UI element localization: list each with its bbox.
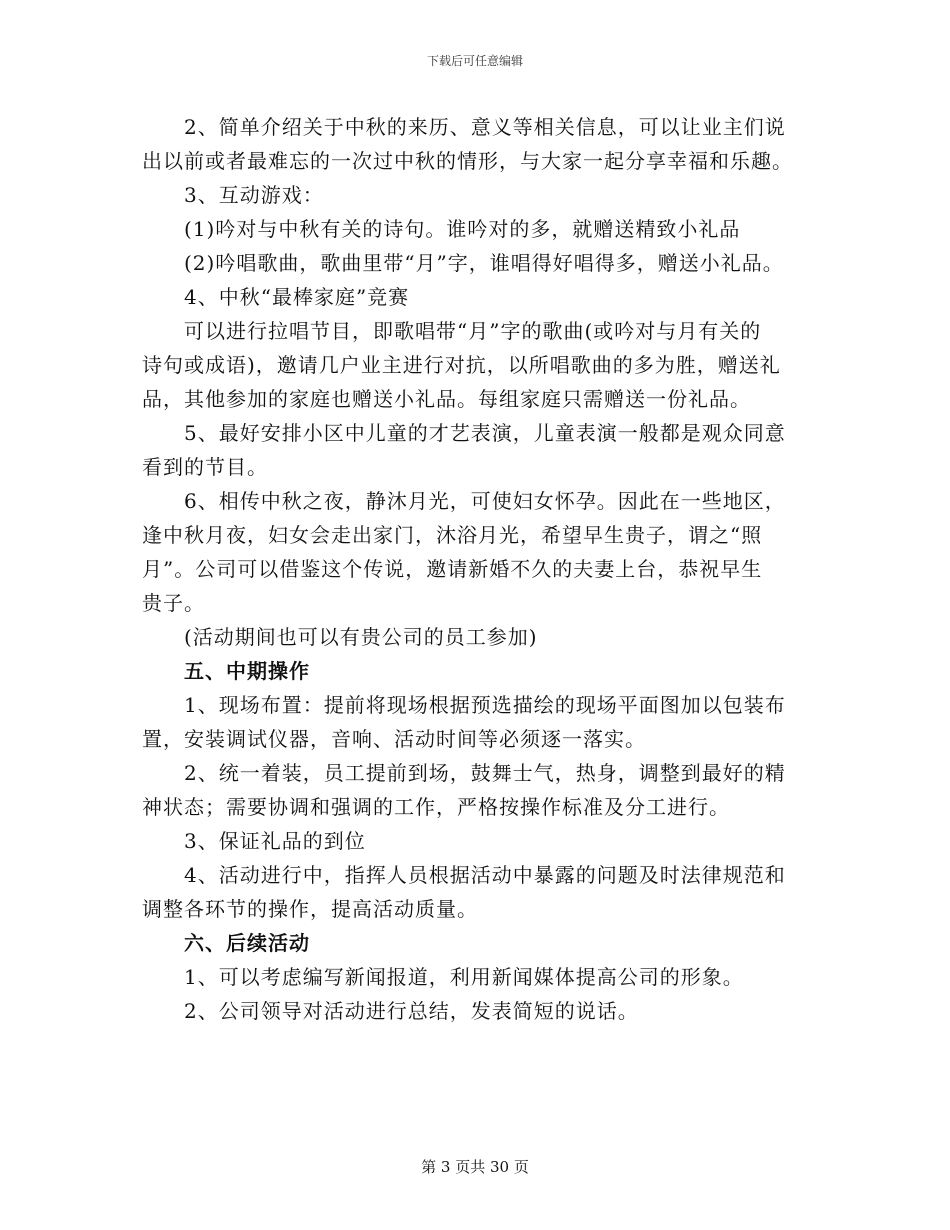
page-header: 下载后可任意编辑: [426, 54, 523, 68]
text-line: 4、中秋“最棒家庭”竞赛: [184, 285, 410, 309]
text-line: 神状态；需要协调和强调的工作，严格按操作标准及分工进行。: [142, 795, 730, 819]
text-line: 2、简单介绍关于中秋的来历、意义等相关信息，可以让业主们说: [184, 115, 786, 139]
document-body: [142, 110, 822, 1028]
text-line: 4、活动进行中，指挥人员根据活动中暴露的问题及时法律规范和: [184, 863, 786, 887]
page-footer: 第 3 页共 30 页: [421, 1158, 529, 1176]
text-line: 3、互动游戏：: [184, 183, 324, 207]
text-line: 5、最好安排小区中儿童的才艺表演，儿童表演一般都是观众同意: [184, 421, 786, 445]
text-line: 出以前或者最难忘的一次过中秋的情形，与大家一起分享幸福和乐趣。: [142, 149, 793, 173]
text-line: 逢中秋月夜，妇女会走出家门，沐浴月光，希望早生贵子，谓之“照: [142, 523, 763, 547]
text-line: 贵子。: [142, 591, 205, 615]
text-line: 置，安装调试仪器，音响、活动时间等必须逐一落实。: [142, 727, 646, 751]
text-line: 诗句或成语)，邀请几户业主进行对抗，以所唱歌曲的多为胜，赠送礼: [142, 353, 781, 377]
text-line: 2、公司领导对活动进行总结，发表简短的说话。: [184, 999, 639, 1023]
text-line: (2)吟唱歌曲，歌曲里带“月”字，谁唱得好唱得多，赠送小礼品。: [184, 251, 784, 275]
text-line: 2、统一着装，员工提前到场，鼓舞士气，热身，调整到最好的精: [184, 761, 786, 785]
text-line: 调整各环节的操作，提高活动质量。: [142, 897, 478, 921]
text-line: (1)吟对与中秋有关的诗句。谁吟对的多，就赠送精致小礼品: [184, 217, 741, 241]
text-line: 可以进行拉唱节目，即歌唱带“月”字的歌曲(或吟对与月有关的: [184, 319, 762, 343]
text-line: 看到的节目。: [142, 455, 268, 479]
section-heading: 六、后续活动: [184, 931, 310, 955]
text-line: 6、相传中秋之夜，静沐月光，可使妇女怀孕。因此在一些地区，: [184, 489, 786, 513]
text-line: 3、保证礼品的到位: [184, 829, 366, 853]
text-line: 品，其他参加的家庭也赠送小礼品。每组家庭只需赠送一份礼品。: [142, 387, 751, 411]
text-line: 1、可以考虑编写新闻报道，利用新闻媒体提高公司的形象。: [184, 965, 744, 989]
text-line: (活动期间也可以有贵公司的员工参加): [184, 625, 538, 649]
text-line: 1、现场布置：提前将现场根据预选描绘的现场平面图加以包装布: [184, 693, 786, 717]
section-heading: 五、中期操作: [184, 659, 310, 683]
text-line: 月”。公司可以借鉴这个传说，邀请新婚不久的夫妻上台，恭祝早生: [142, 557, 763, 581]
